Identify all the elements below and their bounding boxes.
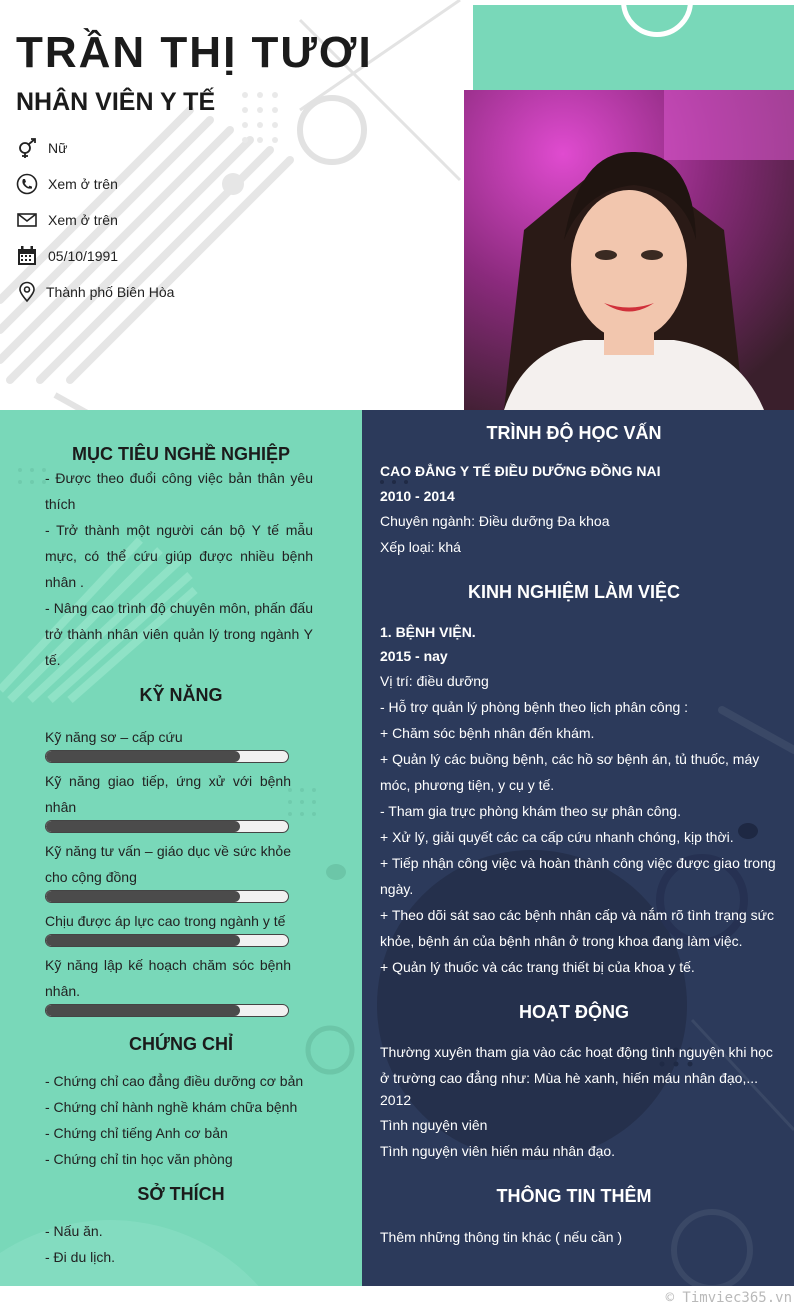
calendar-icon xyxy=(16,245,38,267)
candidate-name: TRẦN THỊ TƯƠI xyxy=(16,28,373,77)
watermark: © Timviec365.vn xyxy=(665,1290,792,1306)
activities-detail: Tình nguyện viên hiến máu nhân đạo. xyxy=(380,1143,616,1159)
left-column xyxy=(0,410,362,1286)
experience-duty: + Quản lý thuốc và các trang thiết bị của khoa y tế. xyxy=(380,959,695,975)
phone-icon xyxy=(16,173,38,195)
activities-description: Thường xuyên tham gia vào các hoạt động tình nguyện khi học ở trường cao đẳng như: Mùa hè xanh, hiến máu nhân đạo,... xyxy=(380,1044,773,1086)
education-grade: Xếp loại: khá xyxy=(380,539,461,555)
contact-location xyxy=(16,281,174,303)
objective-line: - Trở thành một người cán bộ Y tế mẫu mực, có thể cứu giúp được nhiều bệnh nhân . xyxy=(45,522,313,590)
education-period: 2010 - 2014 xyxy=(380,488,455,504)
gender-icon xyxy=(16,137,38,159)
certificate-item: - Chứng chỉ tin học văn phòng xyxy=(45,1151,233,1167)
activities-year: 2012 xyxy=(380,1092,412,1108)
extra-title: THÔNG TIN THÊM xyxy=(496,1186,652,1206)
experience-duty: + Quản lý các buồng bệnh, các hồ sơ bệnh án, tủ thuốc, máy móc, phương tiện, y cụ y tế. xyxy=(380,751,760,793)
contact-phone xyxy=(16,173,118,195)
skill-label: Kỹ năng lập kế hoạch chăm sóc bệnh nhân. xyxy=(45,957,291,999)
contact-birthday xyxy=(16,245,118,267)
phone-text: Xem ở trên xyxy=(48,176,118,192)
birthday-text: 05/10/1991 xyxy=(48,248,119,264)
certificate-item: - Chứng chỉ tiếng Anh cơ bản xyxy=(45,1125,228,1141)
email-text: Xem ở trên xyxy=(48,212,118,228)
certificate-item: - Chứng chỉ hành nghề khám chữa bệnh xyxy=(45,1099,298,1115)
profile-photo xyxy=(464,90,794,410)
experience-company: 1. BỆNH VIỆN. xyxy=(380,624,476,640)
right-column xyxy=(362,410,794,1286)
skill-bar-fill xyxy=(46,1005,240,1016)
objective-line: - Được theo đuổi công việc bản thân yêu thích xyxy=(45,470,313,512)
skill-label: Kỹ năng sơ – cấp cứu xyxy=(45,729,183,745)
email-icon xyxy=(16,209,38,231)
extra-text: Thêm những thông tin khác ( nếu cần ) xyxy=(380,1229,623,1245)
experience-position: Vị trí: điều dưỡng xyxy=(380,673,489,689)
experience-period: 2015 - nay xyxy=(380,648,448,664)
skill-label: Kỹ năng tư vấn – giáo dục về sức khỏe cho cộng đồng xyxy=(45,843,291,885)
skill-bar xyxy=(45,890,289,903)
hobby-item: - Nấu ăn. xyxy=(45,1223,103,1239)
education-title: TRÌNH ĐỘ HỌC VẤN xyxy=(486,423,662,443)
skill-label: Kỹ năng giao tiếp, ứng xử với bệnh nhân xyxy=(45,773,291,815)
hobby-item: - Đi du lịch. xyxy=(45,1249,116,1265)
contact-gender xyxy=(16,137,67,159)
experience-duty: + Xử lý, giải quyết các ca cấp cứu nhanh chóng, kịp thời. xyxy=(380,829,734,845)
skill-bar xyxy=(45,750,289,763)
contact-email xyxy=(16,209,118,231)
skill-bar-fill xyxy=(46,891,240,902)
education-school: CAO ĐẲNG Y TẾ ĐIỀU DƯỠNG ĐỒNG NAI xyxy=(380,463,661,479)
cv-header xyxy=(0,0,800,410)
location-text: Thành phố Biên Hòa xyxy=(46,284,175,300)
skill-bar-fill xyxy=(46,821,240,832)
skill-bar-fill xyxy=(46,751,240,762)
header-accent-block xyxy=(473,5,794,90)
experience-duty: + Theo dõi sát sao các bệnh nhân cấp và nắm rõ tình trạng sức khỏe, bệnh án của bệnh nhân ở trong khoa đang làm việc. xyxy=(380,907,774,949)
experience-duty: + Chăm sóc bệnh nhân đến khám. xyxy=(380,725,595,741)
certificate-item: - Chứng chỉ cao đẳng điều dưỡng cơ bản xyxy=(45,1073,304,1089)
skill-bar-fill xyxy=(46,935,240,946)
skill-bar xyxy=(45,1004,289,1017)
experience-duty: + Tiếp nhận công việc và hoàn thành công việc được giao trong ngày. xyxy=(380,855,776,897)
accent-ring xyxy=(621,5,693,37)
objective-line: - Nâng cao trình độ chuyên môn, phấn đấu trở thành nhân viên quản lý trong ngành Y tế. xyxy=(45,600,313,668)
skill-bar xyxy=(45,934,289,947)
activities-title: HOẠT ĐỘNG xyxy=(519,1002,629,1022)
education-major: Chuyên ngành: Điều dưỡng Đa khoa xyxy=(380,513,610,529)
skill-label: Chịu được áp lực cao trong ngành y tế xyxy=(45,913,286,929)
skills-title: KỸ NĂNG xyxy=(139,685,223,705)
experience-duty: - Tham gia trực phòng khám theo sự phân công. xyxy=(380,803,681,819)
experience-duty: - Hỗ trợ quản lý phòng bệnh theo lịch phân công : xyxy=(380,699,689,715)
gender-text: Nữ xyxy=(48,140,68,156)
skill-bar xyxy=(45,820,289,833)
hobbies-title: SỞ THÍCH xyxy=(137,1184,225,1204)
experience-title: KINH NGHIỆM LÀM VIỆC xyxy=(467,582,680,602)
activities-role: Tình nguyện viên xyxy=(380,1117,488,1133)
objective-title: MỤC TIÊU NGHỀ NGHIỆP xyxy=(71,444,290,464)
job-title: NHÂN VIÊN Y TẾ xyxy=(16,88,216,116)
location-icon xyxy=(16,281,38,303)
certificates-title: CHỨNG CHỈ xyxy=(129,1034,233,1054)
